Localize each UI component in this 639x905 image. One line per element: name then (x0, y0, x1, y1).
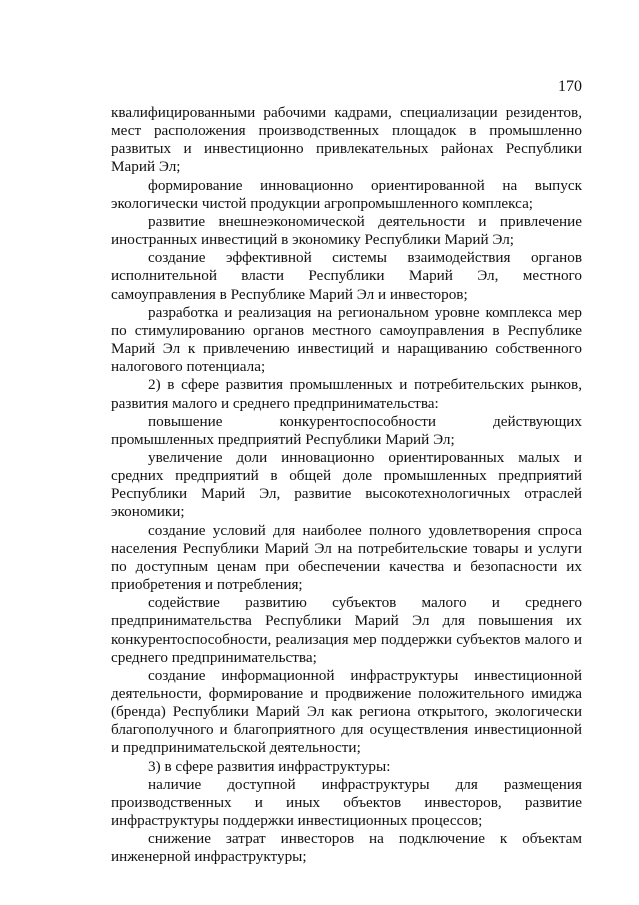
section-heading: 2) в сфере развития промышленных и потребительских рынков, развития малого и среднего предпринимательства: (111, 376, 582, 412)
page-number: 170 (558, 78, 582, 95)
paragraph: развитие внешнеэкономической деятельности и привлечение иностранных инвестиций в экономику Республики Марий Эл; (111, 212, 582, 249)
paragraph: создание эффективной системы взаимодействия органов исполнительной власти Республики Марий Эл, местного самоуправления в Республике Марий Эл и инвесторов; (111, 249, 582, 303)
paragraph: снижение затрат инвесторов на подключение к объектам инженерной инфраструктуры; (111, 830, 582, 866)
paragraph: наличие доступной инфраструктуры для размещения производственных и иных объектов инвесторов, развитие инфраструктуры поддержки инвестиционных процессов; (111, 775, 582, 830)
paragraph: содействие развитию субъектов малого и среднего предпринимательства Республики Марий Эл для повышения их конкурентоспособности, реализация мер поддержки субъектов малого и среднего предпринимательства; (111, 594, 582, 666)
body-text (111, 104, 582, 867)
paragraph: создание информационной инфраструктуры инвестиционной деятельности, формирование и продвижение положительного имиджа (бренда) Республики Марий Эл как региона открытого, экологически благополучного и благоприятного для осуществления инвестиционной и предпринимательской деятельности; (111, 666, 582, 757)
paragraph: разработка и реализация на региональном уровне комплекса мер по стимулированию органов местного самоуправления в Республике Марий Эл к привлечению инвестиций и наращиванию собственного налогового потенциала; (111, 303, 582, 376)
paragraph: квалифицированными рабочими кадрами, специализации резидентов, мест расположения производственных площадок в промышленно развитых и инвестиционно привлекательных районах Республики Марий Эл; (111, 104, 582, 176)
section-heading: 3) в сфере развития инфраструктуры: (148, 757, 391, 775)
paragraph: увеличение доли инновационно ориентированных малых и средних предприятий в общей доле промышленных предприятий Республики Марий Эл, развитие высокотехнологичных отраслей экономики; (111, 448, 582, 521)
paragraph: повышение конкурентоспособности действующих промышленных предприятий Республики Марий Эл; (111, 412, 582, 448)
paragraph: формирование инновационно ориентированной на выпуск экологически чистой продукции агропромышленного комплекса; (111, 176, 582, 212)
paragraph: создание условий для наиболее полного удовлетворения спроса населения Республики Марий Эл на потребительские товары и услуги по доступным ценам при обеспечении качества и безопасности их приобретения и потребления; (111, 521, 582, 594)
